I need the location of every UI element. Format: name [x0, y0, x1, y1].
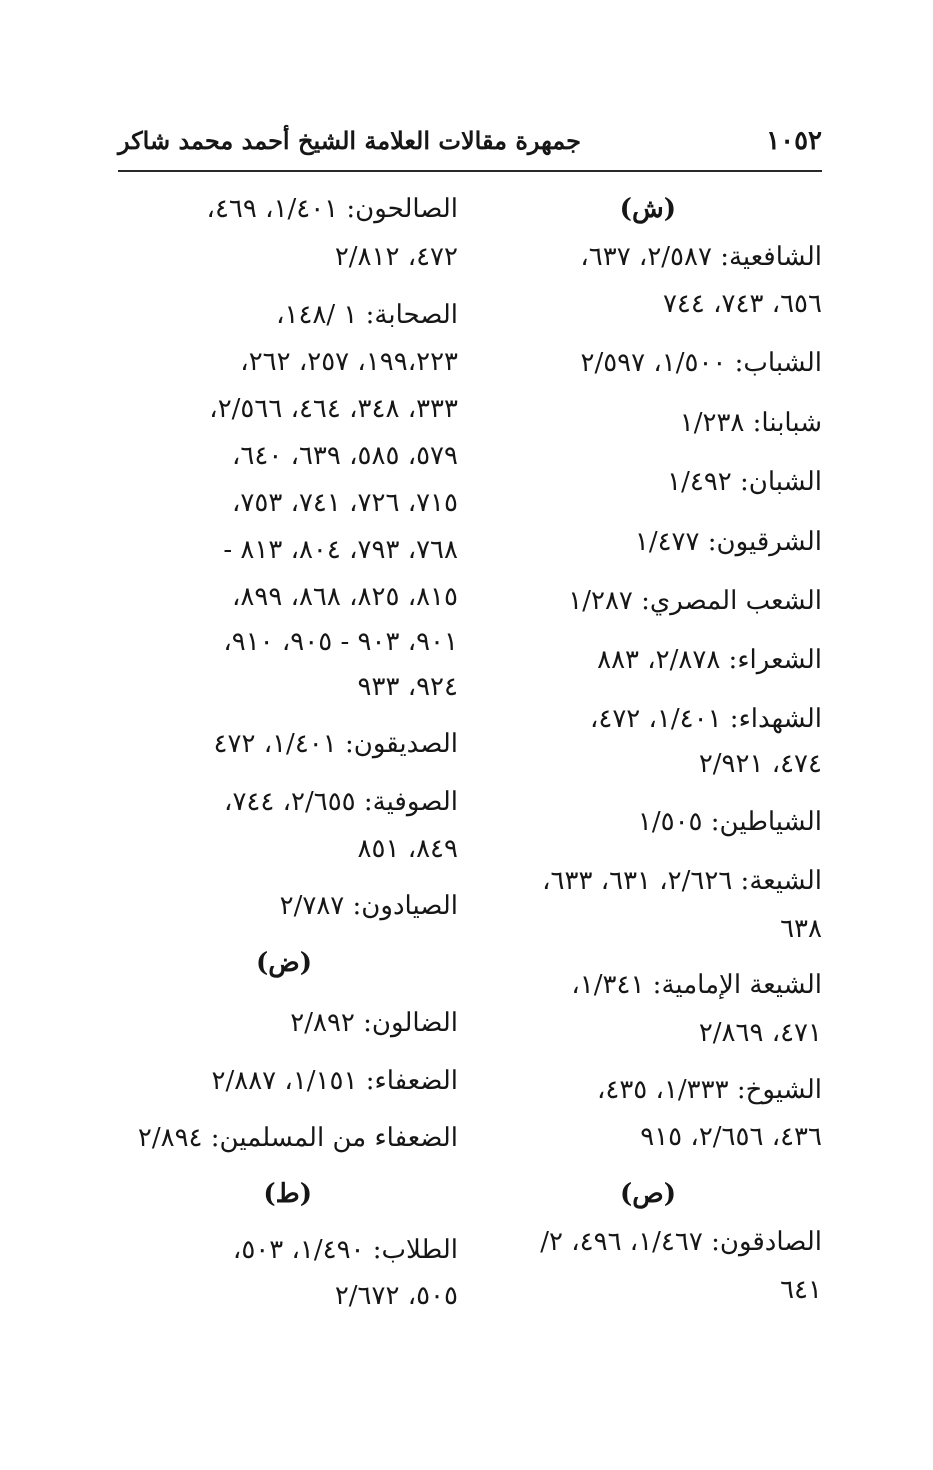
index-entry-line: ١٩٩،٢٢٣، ٢٥٧، ٢٦٢، [240, 347, 458, 377]
index-entry-line: الضعفاء من المسلمين: ٢/٨٩٤ [137, 1123, 458, 1153]
index-entry-line: الشباب: ١/٥٠٠، ٢/٥٩٧ [580, 348, 822, 378]
index-entry-line: ٨١٥، ٨٢٥، ٨٦٨، ٨٩٩، [232, 582, 458, 612]
page-number: ١٠٥٢ [766, 126, 822, 156]
index-entry-line: الصادقون: ١/٤٦٧، ٤٩٦، ٢/ [540, 1227, 822, 1257]
index-entry-line: ٤٧٢، ٢/٨١٢ [334, 242, 458, 272]
index-entry-line: ٤٧٤، ٢/٩٢١ [698, 749, 822, 779]
index-entry-line: الطلاب: ١/٤٩٠، ٥٠٣، [232, 1235, 458, 1265]
section-letter: (ش) [619, 194, 676, 224]
index-entry-line: ٩٢٤، ٩٣٣ [357, 672, 458, 702]
index-entry-line: ٥٧٩، ٥٨٥، ٦٣٩، ٦٤٠، [232, 441, 458, 471]
index-entry-line: ٩٠١، ٩٠٣ - ٩٠٥، ٩١٠، [223, 627, 458, 657]
index-entry-line: الشعراء: ٢/٨٧٨، ٨٨٣ [597, 645, 822, 675]
index-entry-line: الصحابة: ١ /١٤٨، [276, 300, 458, 330]
index-entry-line: شبابنا: ١/٢٣٨ [679, 408, 822, 438]
index-entry-line: ٨٤٩، ٨٥١ [357, 834, 458, 864]
index-entry-line: ٦٥٦، ٧٤٣، ٧٤٤ [662, 289, 822, 319]
index-entry-line: الشيعة الإمامية: ١/٣٤١، [571, 970, 822, 1000]
index-entry-line: ٦٣٨ [780, 914, 822, 944]
index-entry-line: الضالون: ٢/٨٩٢ [290, 1008, 458, 1038]
section-letter: (ض) [255, 948, 312, 978]
index-entry-line: الصوفية: ٢/٦٥٥، ٧٤٤، [224, 787, 458, 817]
index-entry-line: الشرقيون: ١/٤٧٧ [634, 527, 822, 557]
index-entry-line: الشياطين: ١/٥٠٥ [637, 807, 822, 837]
index-entry-line: الشهداء: ١/٤٠١، ٤٧٢، [589, 704, 822, 734]
index-entry-line: الصيادون: ٢/٧٨٧ [279, 891, 458, 921]
section-letter: (ص) [619, 1179, 676, 1209]
index-entry-line: الصالحون: ١/٤٠١، ٤٦٩، [206, 194, 458, 224]
index-entry-line: ٤٧١، ٢/٨٦٩ [698, 1018, 822, 1048]
index-entry-line: الشيوخ: ١/٣٣٣، ٤٣٥، [596, 1075, 822, 1105]
index-entry-line: ٣٣٣، ٣٤٨، ٤٦٤، ٢/٥٦٦، [209, 394, 458, 424]
index-entry-line: الشافعية: ٢/٥٨٧، ٦٣٧، [580, 242, 822, 272]
index-entry-line: الشبان: ١/٤٩٢ [667, 467, 822, 497]
index-entry-line: ٤٣٦، ٢/٦٥٦، ٩١٥ [640, 1122, 822, 1152]
index-entry-line: الصديقون: ١/٤٠١، ٤٧٢ [213, 729, 458, 759]
index-entry-line: الضعفاء: ١/١٥١، ٢/٨٨٧ [211, 1066, 458, 1096]
index-entry-line: ٧١٥، ٧٢٦، ٧٤١، ٧٥٣، [232, 488, 458, 518]
index-entry-line: ٥٠٥، ٢/٦٧٢ [334, 1281, 458, 1311]
index-entry-line: ٦٤١ [780, 1275, 822, 1305]
section-letter: (ط) [263, 1179, 312, 1209]
page-header [118, 118, 822, 172]
index-entry-line: الشعب المصري: ١/٢٨٧ [568, 586, 822, 616]
index-entry-line: ٧٦٨، ٧٩٣، ٨٠٤، ٨١٣ - [223, 535, 458, 565]
index-entry-line: الشيعة: ٢/٦٢٦، ٦٣١، ٦٣٣، [542, 866, 822, 896]
running-title: جمهرة مقالات العلامة الشيخ أحمد محمد شاكر [118, 126, 581, 155]
